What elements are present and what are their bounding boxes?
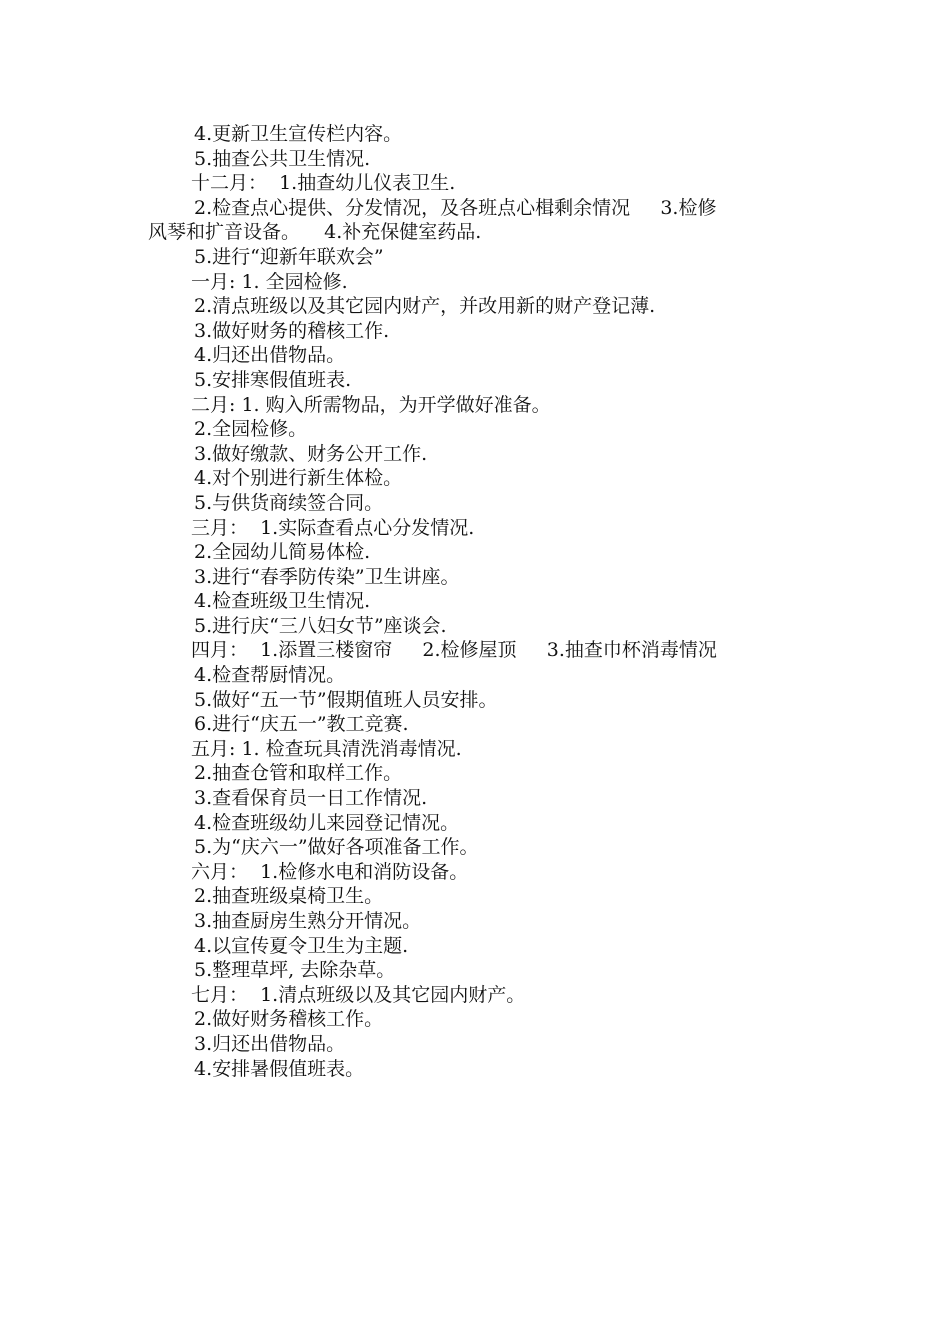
text-line: 3.进行“春季防传染”卫生讲座。 (194, 565, 460, 588)
text-line: 十二月： 1.抽查幼儿仪表卫生. (191, 172, 456, 195)
text-line: 4.对个别进行新生体检。 (194, 467, 403, 490)
document-body (148, 122, 808, 1081)
text-line: 5.为“庆六一”做好各项准备工作。 (194, 836, 479, 859)
text-line: 4.归还出借物品。 (194, 344, 346, 367)
text-line: 二月: 1. 购入所需物品，为开学做好准备。 (191, 393, 551, 416)
text-line: 5.进行庆“三八妇女节”座谈会. (194, 614, 447, 637)
text-line: 2.检查点心提供、分发情况，及各班点心楫剩余情况 3.检修 (194, 196, 717, 219)
text-line: 2.全园检修。 (194, 418, 308, 441)
text-line: 三月： 1.实际查看点心分发情况. (191, 516, 475, 539)
text-line: 5.进行“迎新年联欢会” (194, 245, 384, 268)
text-line: 4.更新卫生宣传栏内容。 (194, 123, 403, 145)
text-line: 6.进行“庆五一”教工竞赛. (194, 713, 409, 736)
text-line: 2.抽查仓管和取样工作。 (194, 762, 403, 785)
text-line: 5.安排寒假值班表. (194, 368, 352, 391)
text-line: 四月： 1.添置三楼窗帘 2.检修屋顶 3.抽查巾杯消毒情况 (191, 639, 717, 662)
text-line: 3.归还出借物品。 (194, 1032, 346, 1055)
text-line: 4.以宣传夏令卫生为主题. (194, 934, 409, 957)
text-line: 3.做好财务的稽核工作. (194, 319, 390, 342)
text-line: 2.做好财务稽核工作。 (194, 1008, 384, 1031)
text-line: 2.全园幼儿简易体检. (194, 541, 371, 564)
text-line: 3.做好缴款、财务公开工作. (194, 442, 428, 465)
text-line: 2.清点班级以及其它园内财产，并改用新的财产登记薄. (194, 295, 656, 318)
text-line: 2.抽查班级桌椅卫生。 (194, 885, 384, 908)
text-line: 五月: 1. 检查玩具清洗消毒情况. (191, 737, 462, 760)
text-line: 3.抽查厨房生熟分开情况。 (194, 910, 422, 932)
text-line: 4.检查班级卫生情况. (194, 590, 371, 613)
text-line: 七月： 1.清点班级以及其它园内财产。 (191, 983, 526, 1006)
text-line: 5.抽查公共卫生情况. (194, 147, 371, 170)
text-line: 5.整理草坪, 去除杂草。 (194, 959, 396, 982)
text-line: 4.安排暑假值班表。 (194, 1057, 365, 1080)
text-line: 5.与供货商续签合同。 (194, 491, 384, 514)
text-line: 4.检查帮厨情况。 (194, 664, 346, 687)
text-line: 5.做好“五一节”假期值班人员安排。 (194, 688, 498, 711)
text-line: 六月： 1.检修水电和消防设备。 (191, 860, 469, 883)
text-line: 一月: 1. 全园检修. (191, 270, 348, 293)
text-line: 3.查看保育员一日工作情况. (194, 787, 428, 810)
text-line: 风琴和扩音设备。 4.补充保健室药品. (148, 221, 482, 244)
text-line: 4.检查班级幼儿来园登记情况。 (194, 811, 460, 834)
